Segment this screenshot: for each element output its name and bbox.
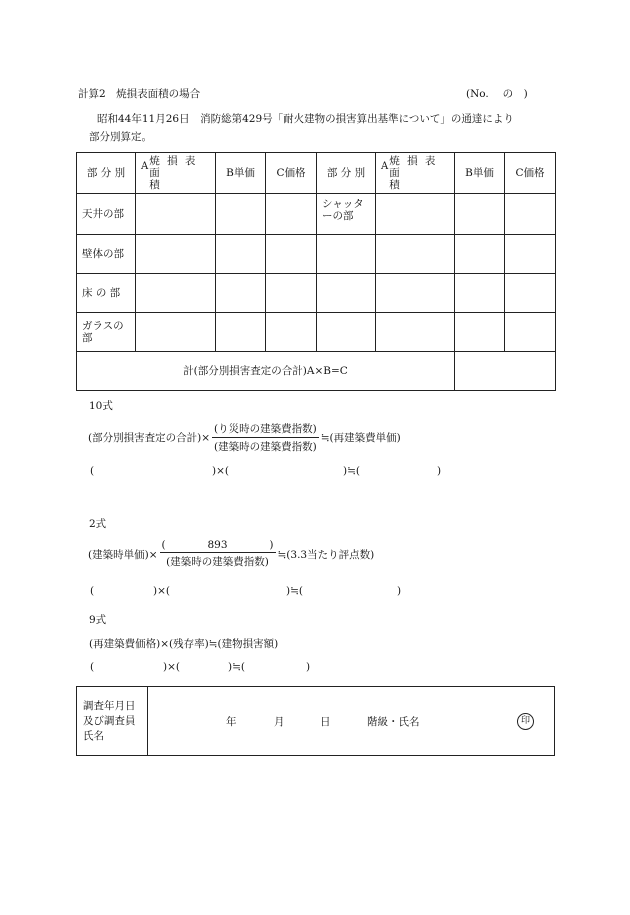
row-label-right[interactable]: [317, 235, 376, 274]
signature-rank-name: 階級・氏名: [367, 716, 420, 728]
formula-10-denominator: (建築時の建築費指数): [214, 441, 317, 453]
header-area: [136, 153, 216, 194]
formula-2-blanks: [0, 585, 630, 599]
formula-2-numerator: [160, 539, 276, 553]
formula-2-fraction: [160, 539, 276, 569]
formula-2-lhs: (建築時単価)×: [88, 548, 158, 561]
blank-paren-open: (: [90, 661, 95, 673]
header-unit-price: B単価: [216, 153, 266, 194]
formula-9-text: (再建築費価格)×(残存率)≒(建物損害額): [89, 638, 279, 650]
cell-price[interactable]: [505, 194, 556, 235]
formula-2-num-open: (: [161, 539, 166, 551]
table-row: [77, 235, 556, 274]
signature-day: 日: [320, 716, 331, 728]
formula-9-label: 9式: [89, 614, 107, 626]
page-number: (No. の ): [466, 88, 528, 100]
table-header-row: [77, 153, 556, 194]
cell-unit-price[interactable]: [216, 274, 266, 313]
row-label: ガラスの部: [77, 313, 136, 352]
header-part-2: 部 分 別: [317, 153, 376, 194]
row-label: 壁体の部: [77, 235, 136, 274]
row-label: 天井の部: [77, 194, 136, 235]
formula-10-lhs: (部分別損害査定の合計)×: [88, 432, 210, 444]
cell-area[interactable]: [136, 274, 216, 313]
page-title: 計算2 焼損表面積の場合: [78, 88, 201, 100]
blank-paren-approx[interactable]: )≒(: [286, 585, 303, 597]
formula-2-rhs: ≒(3.3当たり評点数): [277, 548, 375, 561]
formula-2: [88, 539, 374, 569]
table-total-row: [77, 352, 556, 391]
row-label: 床 の 部: [77, 274, 136, 313]
formula-2-denominator: (建築時の建築費指数): [166, 556, 269, 568]
cell-price[interactable]: [505, 313, 556, 352]
formula-2-num-close: ): [269, 539, 274, 551]
signature-entry[interactable]: [148, 687, 555, 756]
header-price: C価格: [266, 153, 317, 194]
formula-10-label: 10式: [89, 400, 113, 412]
total-value-cell[interactable]: [455, 352, 556, 391]
header-part: 部 分 別: [77, 153, 136, 194]
formula-2-num-value: 893: [207, 539, 228, 551]
cell-area[interactable]: [376, 194, 455, 235]
table-row: [77, 313, 556, 352]
header-price-2: C価格: [505, 153, 556, 194]
header-area-label-1: 焼 損 表 面: [149, 155, 198, 179]
blank-paren-close: ): [306, 661, 311, 673]
formula-10: [88, 421, 401, 454]
header-area-label-2-2: 積: [389, 179, 402, 191]
cell-unit-price[interactable]: [216, 235, 266, 274]
header-unit-price-2: B単価: [455, 153, 505, 194]
signature-month: 月: [274, 716, 285, 728]
header-area-label-2: 積: [149, 179, 162, 191]
row-label-right[interactable]: [317, 313, 376, 352]
blank-paren-close: ): [437, 465, 442, 477]
cell-unit-price[interactable]: [455, 274, 505, 313]
damage-table: [76, 152, 556, 391]
cell-unit-price[interactable]: [455, 235, 505, 274]
formula-2-label: 2式: [89, 518, 107, 530]
formula-10-fraction: [212, 421, 319, 454]
formula-10-rhs: ≒(再建築費単価): [320, 432, 401, 444]
row-label-right: シャッターの部: [317, 194, 376, 235]
cell-unit-price[interactable]: [455, 313, 505, 352]
cell-price[interactable]: [266, 313, 317, 352]
blank-paren-close: ): [397, 585, 402, 597]
cell-price[interactable]: [505, 235, 556, 274]
blank-paren-times[interactable]: )×(: [163, 661, 180, 673]
intro-text-line2: 部分別算定。: [89, 131, 152, 143]
blank-paren-approx[interactable]: )≒(: [228, 661, 245, 673]
header-area-label-1-2: 焼 損 表 面: [389, 155, 438, 179]
blank-paren-times[interactable]: )×(: [212, 465, 229, 477]
cell-area[interactable]: [376, 313, 455, 352]
blank-paren-approx[interactable]: )≒(: [343, 465, 360, 477]
table-row: [77, 194, 556, 235]
seal-icon: 印: [517, 713, 534, 730]
blank-paren-times[interactable]: )×(: [153, 585, 170, 597]
header-area-prefix: A: [141, 161, 149, 172]
cell-area[interactable]: [376, 274, 455, 313]
cell-unit-price[interactable]: [455, 194, 505, 235]
blank-paren-open: (: [90, 465, 95, 477]
cell-price[interactable]: [266, 194, 317, 235]
formula-9-blanks: [0, 661, 630, 675]
cell-unit-price[interactable]: [216, 194, 266, 235]
signature-label: 調査年月日及び調査員氏名: [77, 687, 148, 756]
cell-area[interactable]: [136, 235, 216, 274]
cell-price[interactable]: [266, 274, 317, 313]
row-label-right[interactable]: [317, 274, 376, 313]
formula-10-blanks: [0, 465, 630, 479]
blank-paren-open: (: [90, 585, 95, 597]
cell-price[interactable]: [266, 235, 317, 274]
table-row: [77, 274, 556, 313]
formula-10-numerator: (り災時の建築費指数): [212, 421, 319, 438]
cell-price[interactable]: [505, 274, 556, 313]
signature-year: 年: [226, 716, 237, 728]
cell-area[interactable]: [136, 313, 216, 352]
total-label: 計(部分別損害査定の合計)A×B=C: [77, 352, 455, 391]
signature-box: [76, 686, 555, 756]
cell-area[interactable]: [376, 235, 455, 274]
intro-text-line1: 昭和44年11月26日 消防総第429号「耐火建物の損害算出基準について」の通達により: [97, 113, 514, 125]
cell-area[interactable]: [136, 194, 216, 235]
header-area-prefix-2: A: [381, 161, 389, 172]
header-area-2: [376, 153, 455, 194]
cell-unit-price[interactable]: [216, 313, 266, 352]
